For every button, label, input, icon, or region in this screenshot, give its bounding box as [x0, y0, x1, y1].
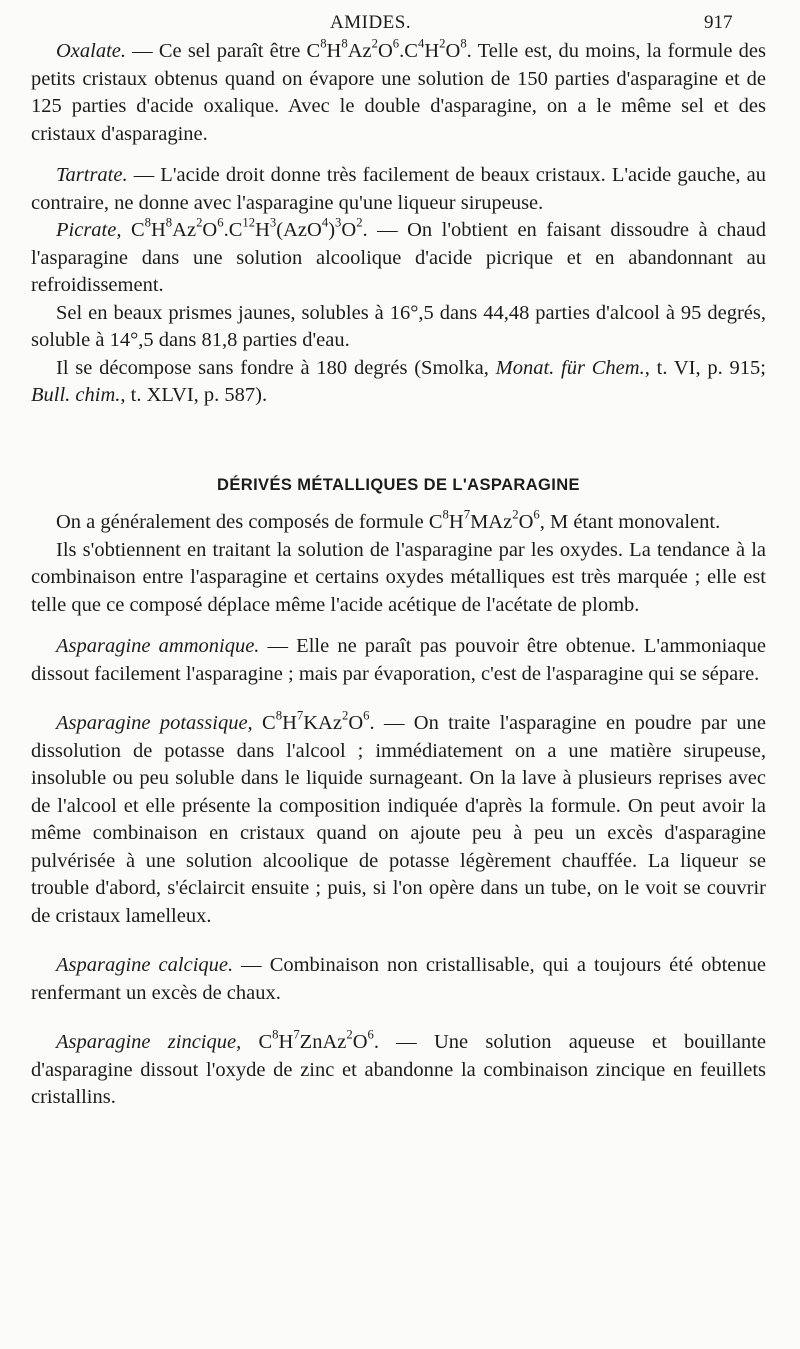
- term-tartrate: Tartrate.: [56, 164, 128, 186]
- paragraph-oxalate: [31, 38, 766, 148]
- paragraph-obtention: Ils s'obtiennent en traitant la solution de l'asparagine par les oxydes. La tendance à la combinaison entre l'asparagine et certains oxydes métalliques est très marquée ; elle est telle que ce composé déplace même l'acide acétique de l'acétate de plomb.: [31, 538, 766, 616]
- paragraph-zincique: [31, 1029, 766, 1112]
- tartrate-text: — L'acide droit donne très facilement de beaux cristaux. L'acide gauche, au contraire, ne donne avec l'asparagine qu'une liqueur sirupeuse.: [31, 164, 766, 214]
- term-ammonique: Asparagine ammonique.: [56, 635, 260, 657]
- term-picrate: Picrate,: [56, 219, 122, 241]
- term-zincique: Asparagine zincique,: [56, 1031, 242, 1053]
- paragraph-general-formula: [31, 509, 766, 537]
- paragraph-ammonique: [31, 633, 766, 688]
- reference-middle: , t. VI, p. 915;: [644, 356, 766, 379]
- potassique-text: $C^8H^7KAz^2O^6$. — On traite l'asparagine en poudre par une dissolution de potasse dans l'alcool ; immédiatement on a une matière sirupeuse, insoluble ou peu soluble dans le liquide surnageant. On la lave à plusieurs reprises avec de l'alcool et elle présente la composition indiquée d'après la formule. On peut avoir la même combinaison en cristaux quand on ajoute peu à peu un excès d'asparagine pulvérisée à une solution alcoolique de potasse légèrement chauffée. La liqueur se trouble d'abord, s'éclaircit ensuite ; puis, si l'on opère dans un tube, on le voit se couvrir de cristaux lamelleux.: [31, 708, 767, 927]
- zincique-text: $C^8H^7ZnAz^2O^6$. — Une solution aqueuse et bouillante d'asparagine dissout l'oxyde de zinc et abandonne la combinaison zincique en feuillets cristallins.: [31, 1027, 766, 1108]
- calcique-text: — Combinaison non cristallisable, qui a toujours été obtenue renfermant un excès de chaux.: [31, 954, 766, 1004]
- term-oxalate: Oxalate.: [56, 40, 127, 62]
- paragraph-calcique: [31, 952, 766, 1007]
- paragraph-picrate-reference: [31, 355, 766, 410]
- reference-monat: Monat. für Chem.: [495, 356, 645, 379]
- oxalate-text: — Ce sel paraît être $C^8H^8Az^2O^6.C^4H^2O^8$. Telle est, du moins, la formule des petits cristaux obtenus quand on évapore une solution de 150 parties d'asparagine et de 125 parties d'acide oxalique. Avec le double d'asparagine, on a le même sel et des cristaux d'asparagine.: [31, 36, 766, 145]
- paragraph-potassique: [31, 710, 766, 930]
- picrate-text: $C^8H^8Az^2O^6.C^{12}H^3(AzO^4)^3O^2$. — On l'obtient en faisant dissoudre à chaud l'asparagine dans une solution alcoolique d'acide picrique et en abandonnant au refroidissement.: [31, 215, 766, 296]
- reference-after: , t. XLVI, p. 587).: [120, 384, 268, 406]
- paragraph-picrate-sel: Sel en beaux prismes jaunes, solubles à 16°,5 dans 44,48 parties d'alcool à 95 degrés, soluble à 14°,5 dans 81,8 parties d'eau.: [31, 301, 766, 351]
- paragraph-picrate: [31, 217, 766, 300]
- running-title: AMIDES.: [330, 12, 412, 33]
- reference-before: Il se décompose sans fondre à 180 degrés (Smolka,: [56, 356, 496, 379]
- section-title: DÉRIVÉS MÉTALLIQUES DE L'ASPARAGINE: [217, 475, 580, 494]
- ammonique-text: — Elle ne paraît pas pouvoir être obtenue. L'ammoniaque dissout facilement l'asparagine ; mais par évaporation, c'est de l'asparagine qui se sépare.: [31, 635, 766, 685]
- page-number: 917: [704, 12, 733, 33]
- general-text: On a généralement des composés de formule $C^8H^7MAz^2O^6$, M étant monovalent.: [56, 507, 721, 533]
- term-calcique: Asparagine calcique.: [56, 954, 234, 976]
- reference-bull: Bull. chim.: [31, 384, 121, 406]
- page-header: [0, 8, 800, 34]
- term-potassique: Asparagine potassique,: [56, 712, 253, 734]
- page-body: [31, 38, 766, 1112]
- paragraph-tartrate: [31, 162, 766, 217]
